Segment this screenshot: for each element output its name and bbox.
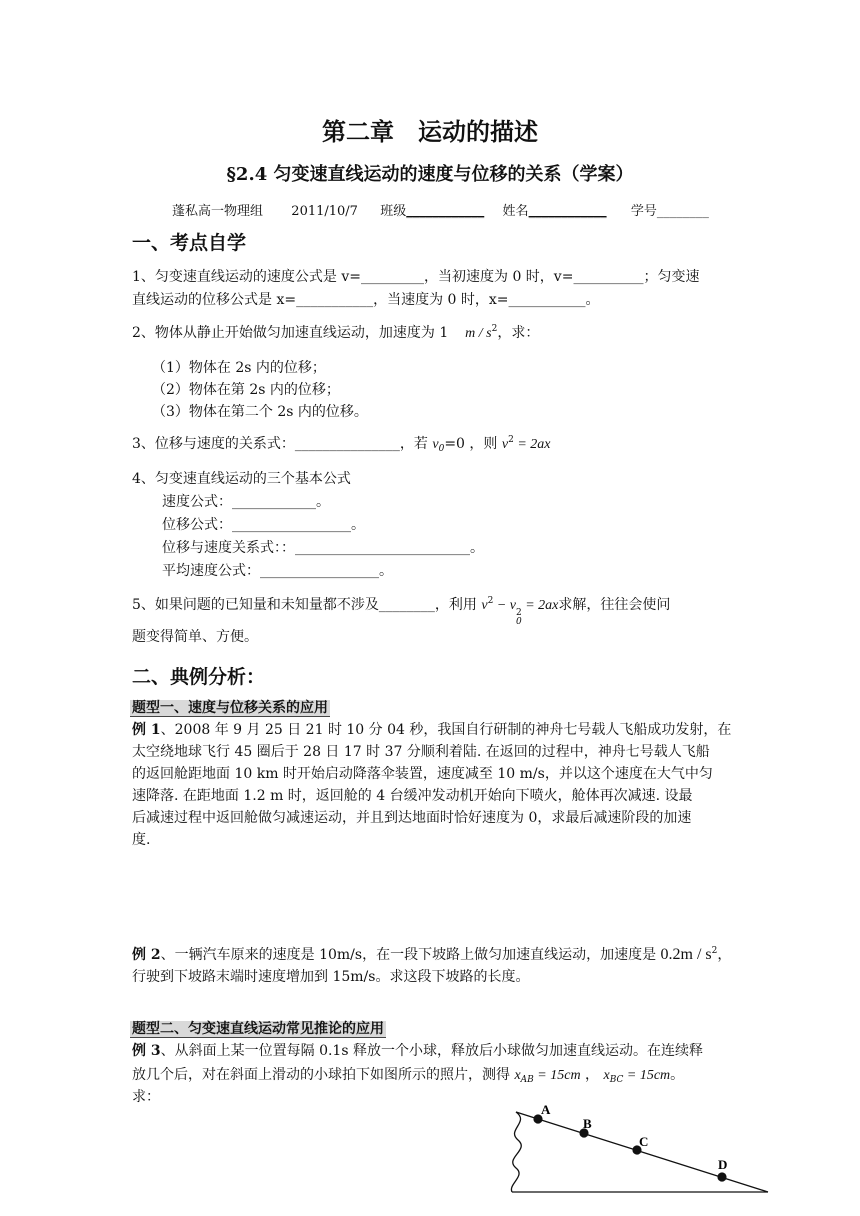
ex2-acc: 0.2m / s <box>660 946 712 963</box>
ex3-sep: ， <box>585 1067 600 1083</box>
ex2-comma: ， <box>717 947 732 963</box>
ex3-label: 例 3 <box>132 1043 161 1059</box>
q4-average: 平均速度公式：_________________。 <box>162 563 393 579</box>
ex1-line4: 速降落. 在距地面 1.2 m 时，返回舱的 4 台缓冲发动机开始向下喷火，舱体再次减速. 设最 <box>132 788 693 804</box>
ex1-text1: 、2008 年 9 月 25 日 21 时 10 分 04 秒，我国自行研制的神舟七号载人飞船成功发射，在 <box>160 722 732 738</box>
type-2-label: 题型二、匀变速直线运动常见推论的应用 <box>132 1021 384 1037</box>
label-c: C <box>639 1134 649 1149</box>
ex2-line1 <box>132 944 731 964</box>
ex1-line3: 的返回舱距地面 10 km 时开始启动降落伞装置，速度减至 10 m/s，并以这个速度在大气中匀 <box>132 766 713 782</box>
q2-part-a: （1）物体在 2s 内的位移； <box>152 360 326 376</box>
ex1-label: 例 1 <box>132 722 161 738</box>
ex1-line2: 太空绕地球飞行 45 圈后于 28 日 17 时 37 分顺利着陆. 在返回的过程中，神舟七号载人飞船 <box>132 744 710 760</box>
incline-slope <box>516 1112 768 1192</box>
info-date: 2011/10/7 <box>291 204 358 219</box>
incline-figure <box>500 1100 780 1200</box>
label-a: A <box>541 1102 551 1117</box>
section-2-title: 二、典例分析： <box>132 666 266 688</box>
info-name-label: 姓名 <box>502 204 529 219</box>
q4-velocity: 速度公式：____________。 <box>162 494 330 510</box>
q5-f3: = 2ax <box>521 598 559 613</box>
q4-displacement: 位移公式：_________________。 <box>162 517 365 533</box>
q5-f1-sup: 2 <box>487 596 494 606</box>
q1-line2: 直线运动的位移公式是 x=___________，当速度为 0 时，x=___________。 <box>132 292 600 308</box>
q1-line1: 1、匀变速直线运动的速度公式是 v=_________，当初速度为 0 时，v=__________；匀变速 <box>132 269 700 285</box>
section-1-title: 一、考点自学 <box>132 232 247 254</box>
q3-formula-v: v <box>501 437 509 452</box>
ex3-text1: 、从斜面上某一位置每隔 0.1s 释放一个小球，释放后小球做匀加速直线运动。在连续释 <box>160 1043 703 1059</box>
q5-end: 求解，往往会使问 <box>558 597 671 613</box>
ex2-text1: 、一辆汽车原来的速度是 10m/s，在一段下坡路上做匀加速直线运动，加速度是 <box>160 947 657 963</box>
info-group: 蓬私高一物理组 <box>172 204 264 219</box>
q3-formula-rest: = 2ax <box>513 437 551 452</box>
ball-d <box>717 1172 726 1181</box>
q4-relation: 位移与速度关系式：：_________________________。 <box>162 540 484 556</box>
q3-mid: =0 ，则 <box>444 436 498 452</box>
ex3-x1: x <box>514 1068 521 1083</box>
q3-v-sub: 0 <box>438 444 445 454</box>
q4-title: 4、匀变速直线运动的三个基本公式 <box>132 471 351 487</box>
q5-f2-sub: 0 <box>515 617 522 627</box>
ex1-line1 <box>132 719 731 739</box>
q2-part-c: （3）物体在第二个 2s 内的位移。 <box>152 404 368 420</box>
q5-f2-sup: 2 <box>515 608 522 618</box>
info-class-label: 班级 <box>380 204 407 219</box>
ex3-x2: x <box>603 1068 610 1083</box>
info-line <box>172 200 709 219</box>
q5-f2: − v <box>493 598 516 613</box>
type-1-heading <box>130 697 330 717</box>
chapter-title: 第二章 运动的描述 <box>322 117 538 146</box>
q2-text: 2、物体从静止开始做匀加速直线运动，加速度为 1 <box>132 325 449 341</box>
q5-line1 <box>132 594 670 627</box>
ex1-line5: 后减速过程中返回舱做匀减速运动，并且到达地面时恰好速度为 0，求最后减速阶段的加速 <box>132 810 692 826</box>
q2-unit-sup: 2 <box>491 324 498 334</box>
q3-line <box>132 433 551 454</box>
q3-v: v <box>432 437 439 452</box>
ex3-text2: 放几个后，对在斜面上滑动的小球拍下如图所示的照片，测得 <box>132 1067 510 1083</box>
lesson-title: §2.4 匀变速直线运动的速度与位移的关系（学案） <box>226 164 634 185</box>
ex2-line2: 行驶到下坡路末端时速度增加到 15m/s。求这段下坡路的长度。 <box>132 969 530 985</box>
incline-support <box>511 1112 521 1192</box>
ex3-line1 <box>132 1040 703 1060</box>
ex3-x2-sub: BC <box>609 1075 624 1085</box>
q2-unit: m / s <box>465 326 492 341</box>
label-b: B <box>583 1116 592 1131</box>
q2-end: ，求： <box>497 325 540 341</box>
ex3-line3: 求： <box>132 1089 160 1105</box>
info-id[interactable]: 学号________ <box>630 204 709 219</box>
q2-line <box>132 322 539 342</box>
ex3-x1-sub: AB <box>520 1075 534 1085</box>
q2-part-b: （2）物体在第 2s 内的位移； <box>152 382 340 398</box>
type-1-label: 题型一、速度与位移关系的应用 <box>132 700 328 716</box>
ex3-x1-val: = 15cm <box>533 1068 581 1083</box>
name-blank[interactable]: ____________ <box>528 204 607 219</box>
ex2-label: 例 2 <box>132 947 161 963</box>
ex3-end: 。 <box>670 1067 685 1083</box>
label-d: D <box>718 1157 728 1172</box>
q3-text: 3、位移与速度的关系式：_______________，若 <box>132 436 428 452</box>
class-blank[interactable]: ____________ <box>406 204 485 219</box>
type-2-heading <box>130 1018 386 1038</box>
ex3-line2 <box>132 1064 684 1085</box>
ex2-acc-sup: 2 <box>711 946 718 956</box>
q5-line2: 题变得简单、方便。 <box>132 629 258 645</box>
q5-text: 5、如果问题的已知量和未知量都不涉及________，利用 <box>132 597 477 613</box>
ex3-x2-val: = 15cm <box>623 1068 671 1083</box>
ex1-line6: 度. <box>132 832 151 848</box>
q5-f1: v <box>481 598 488 613</box>
q3-formula-sup: 2 <box>508 435 514 445</box>
